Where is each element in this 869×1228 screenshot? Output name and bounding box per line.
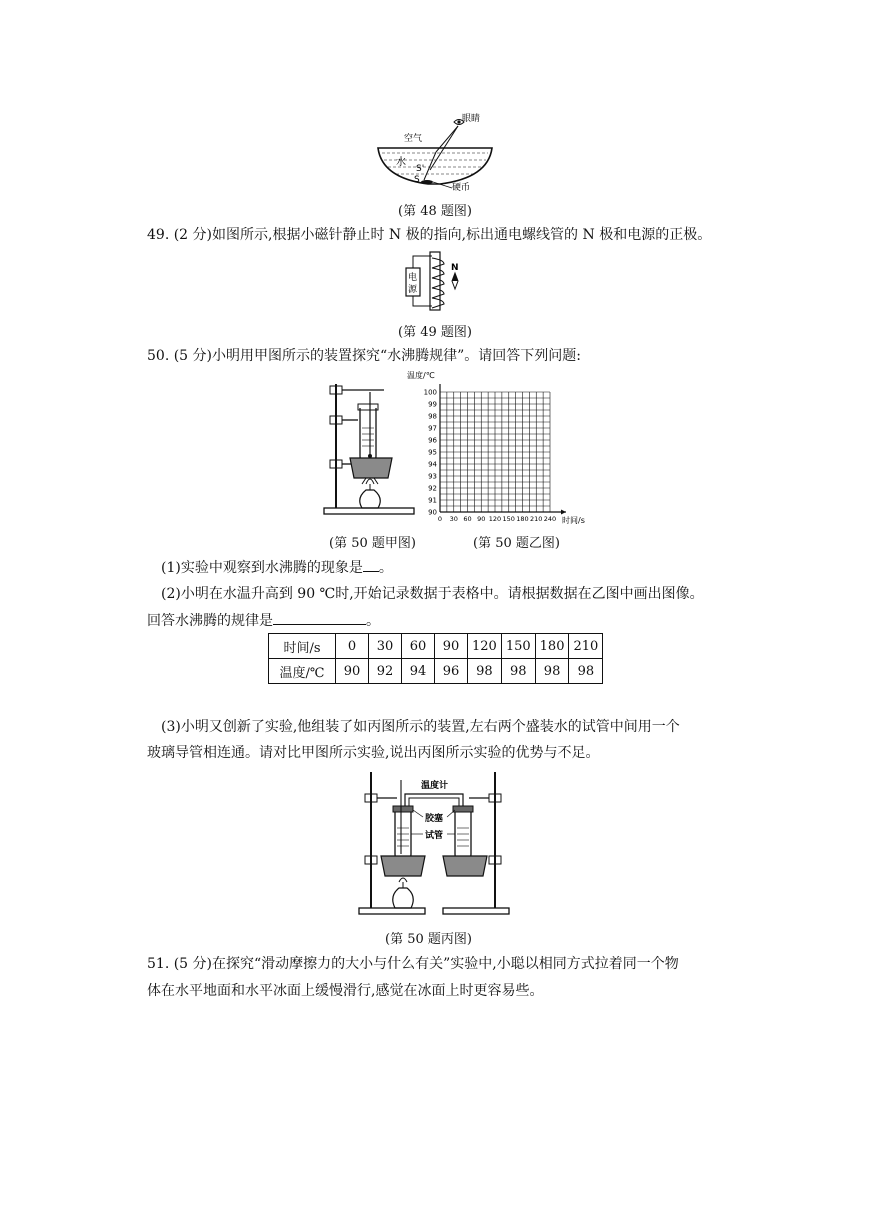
s-label: S [414,175,420,185]
coin-label: 硬币 [452,183,471,193]
chart-grid [440,384,566,515]
sub2-end: 。 [366,613,380,629]
table-cell: 210 [569,634,603,659]
x-tick-label: 60 [463,515,472,523]
figure-49-solenoid [402,248,472,312]
power-label-1: 电 [408,273,418,283]
figure-49-caption: (第 49 题图) [398,325,472,340]
s-prime-label: S' [416,164,425,174]
figure-50c-caption: (第 50 题丙图) [385,932,472,947]
tube-label: 试管 [425,831,444,841]
question-50-sub2-line1: (2)小明在水温升高到 90 ℃时,开始记录数据于表格中。请根据数据在乙图中画出图像。 [161,586,704,602]
question-50-sub3-line2: 玻璃导管相连通。请对比甲图所示实验,说出丙图所示实验的优势与不足。 [147,745,600,761]
thermometer-label: 温度计 [421,781,449,791]
question-51-line1: 51. (5 分)在探究“滑动摩擦力的大小与什么有关”实验中,小聪以相同方式拉着同一个物 [147,956,679,972]
y-tick-label: 96 [428,436,437,445]
question-50-sub1 [161,557,393,578]
table-cell: 60 [402,634,435,659]
table-cell: 120 [468,634,502,659]
table-cell: 94 [402,659,435,684]
x-tick-label: 90 [477,515,486,523]
x-tick-label: 210 [530,515,543,523]
table-cell: 98 [468,659,502,684]
table-cell: 90 [336,659,369,684]
sub1-end: 。 [378,560,393,576]
table-row-temp [269,659,603,684]
chart-ylabel: 温度/℃ [407,371,435,380]
figure-50c-apparatus [355,770,515,918]
figure-48-bowl [370,108,500,193]
sub1-text: (1)实验中观察到水沸腾的现象是 [161,560,363,576]
answer-blank-2[interactable] [273,610,366,625]
y-tick-label: 94 [428,460,437,469]
sub2-text: 回答水沸腾的规律是 [147,613,273,629]
x-tick-label: 180 [516,515,529,523]
question-49-text: 49. (2 分)如图所示,根据小磁针静止时 N 极的指向,标出通电螺线管的 N 极和电源的正极。 [147,227,712,243]
table-cell: 92 [369,659,402,684]
y-tick-label: 99 [428,400,437,409]
x-axis-arrow-icon [561,510,566,515]
eye-label: 眼睛 [462,114,481,124]
x-tick-label: 150 [502,515,515,523]
x-tick-label: 240 [543,515,557,523]
x-tick-label: 120 [488,515,502,523]
chart-xlabel: 时间/s [562,516,585,525]
table-cell: 0 [336,634,369,659]
y-tick-label: 95 [428,448,437,457]
y-tick-label: 97 [428,424,437,433]
power-label-2: 源 [408,285,418,295]
y-tick-label: 100 [423,388,437,397]
question-50-sub3-line1: (3)小明又创新了实验,他组装了如丙图所示的装置,左右两个盛装水的试管中间用一个 [161,719,680,735]
table-cell: 98 [569,659,603,684]
needle-n-label: N [451,263,459,273]
compass-needle-icon [452,273,458,289]
figure-50a-caption: (第 50 题甲图) [329,536,416,551]
x-tick-label: 30 [449,515,458,523]
table-cell: 96 [435,659,468,684]
y-tick-label: 91 [428,496,437,505]
water-label: 水 [396,157,406,168]
figure-48-caption: (第 48 题图) [398,204,472,219]
table-header-temp: 温度/℃ [269,659,336,684]
table-header-time: 时间/s [269,634,336,659]
figure-50b-chart [402,366,592,528]
stopper-label: 胶塞 [425,814,444,824]
y-tick-label: 92 [428,484,437,493]
table-cell: 30 [369,634,402,659]
question-50-sub2-line2 [147,610,380,631]
question-50-intro: 50. (5 分)小明用甲图所示的装置探究“水沸腾规律”。请回答下列问题: [147,348,582,364]
y-tick-label: 98 [428,412,437,421]
figure-50b-caption: (第 50 题乙图) [473,536,560,551]
table-cell: 180 [535,634,569,659]
x-tick-label: 0 [437,515,443,523]
table-cell: 150 [501,634,535,659]
air-label: 空气 [404,134,423,144]
answer-blank-1[interactable] [363,557,379,572]
question-51-line2: 体在水平地面和水平冰面上缓慢滑行,感觉在冰面上时更容易些。 [147,983,544,999]
table-row-time [269,634,603,659]
table-cell: 98 [501,659,535,684]
y-tick-label: 90 [428,508,437,517]
y-tick-label: 93 [428,472,437,481]
table-cell: 90 [435,634,468,659]
coin-icon [421,180,433,184]
data-table [268,633,603,684]
table-cell: 98 [535,659,569,684]
